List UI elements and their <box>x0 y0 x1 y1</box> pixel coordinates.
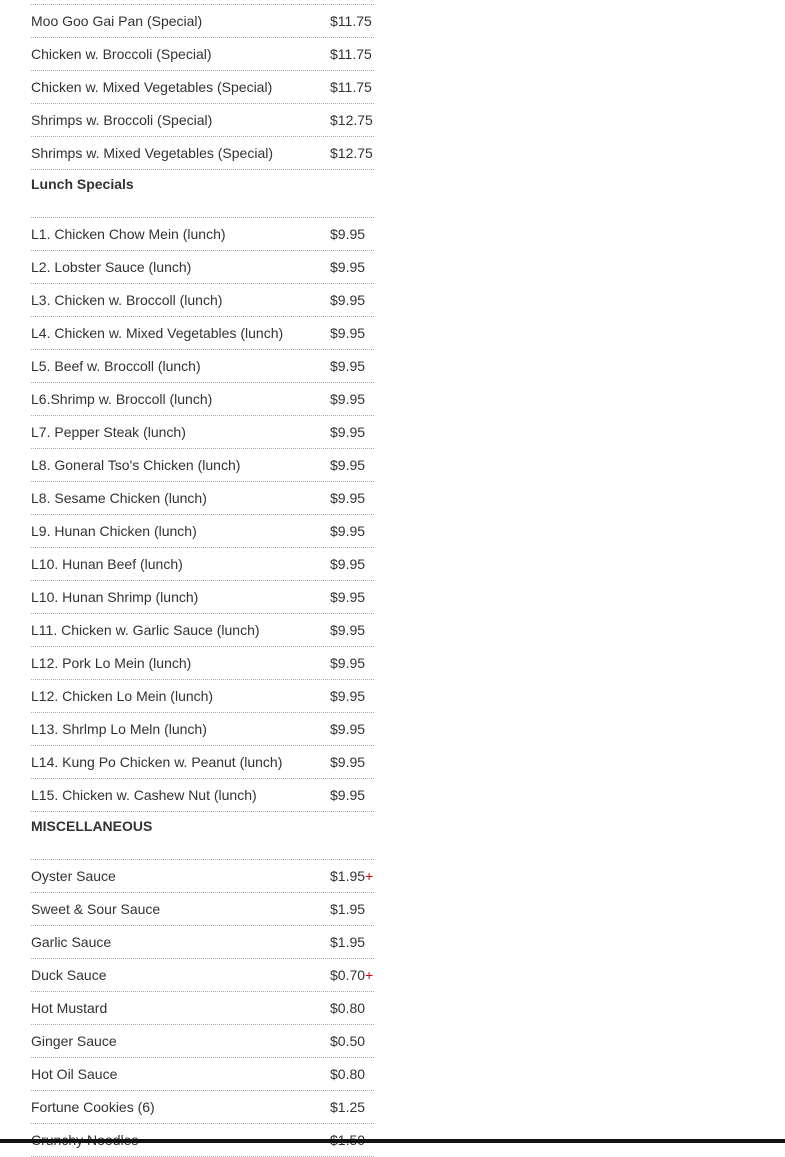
menu-item-price <box>330 358 374 374</box>
menu-item-price-value: $9.95 <box>330 424 366 440</box>
menu-item-row[interactable] <box>31 614 374 647</box>
menu-item-row[interactable] <box>31 416 374 449</box>
menu-item-name[interactable]: L4. Chicken w. Mixed Vegetables (lunch) <box>31 325 284 341</box>
menu-item-price <box>330 424 374 440</box>
menu-item-price-value: $9.95 <box>330 226 366 242</box>
menu-item-price <box>330 721 374 737</box>
menu-item-row[interactable] <box>31 449 374 482</box>
menu-item-price-value: $12.75 <box>330 145 373 161</box>
menu-item-name[interactable]: L13. Shrlmp Lo Meln (lunch) <box>31 721 207 737</box>
misc-title-text: MISCELLANEOUS <box>31 818 153 834</box>
menu-item-row[interactable] <box>31 383 374 416</box>
menu-item-price-value: $9.95 <box>330 358 366 374</box>
menu-item-name[interactable]: L12. Chicken Lo Mein (lunch) <box>31 688 214 704</box>
menu-item-price <box>330 934 374 950</box>
menu-item-name[interactable]: L3. Chicken w. Broccoll (lunch) <box>31 292 223 308</box>
section-title-lunch <box>31 170 374 218</box>
menu-item-name[interactable]: L10. Hunan Shrimp (lunch) <box>31 589 199 605</box>
menu-item-price-value: $9.95 <box>330 787 366 803</box>
menu-item-price <box>330 967 374 983</box>
menu-item-price-value: $9.95 <box>330 721 366 737</box>
menu-item-name[interactable]: Ginger Sauce <box>31 1033 117 1049</box>
bottom-divider-bar <box>0 1139 785 1143</box>
menu-item-price <box>330 556 374 572</box>
menu-item-name[interactable]: L8. Sesame Chicken (lunch) <box>31 490 207 506</box>
menu-item-price-value: $9.95 <box>330 292 366 308</box>
lunch-items-group <box>31 218 374 812</box>
menu-item-price-value: $9.95 <box>330 259 366 275</box>
menu-item-price <box>330 145 374 161</box>
menu-item-name[interactable]: L12. Pork Lo Mein (lunch) <box>31 655 192 671</box>
menu-item-price-value: $11.75 <box>330 79 372 95</box>
menu-item-name[interactable]: L11. Chicken w. Garlic Sauce (lunch) <box>31 622 260 638</box>
menu-item-row[interactable] <box>31 218 374 251</box>
menu-item-row[interactable] <box>31 548 374 581</box>
menu-item-price <box>330 112 374 128</box>
menu-item-price-value: $11.75 <box>330 46 372 62</box>
menu-item-name[interactable]: L14. Kung Po Chicken w. Peanut (lunch) <box>31 754 283 770</box>
menu-item-name[interactable]: Moo Goo Gai Pan (Special) <box>31 13 203 29</box>
menu-item-row[interactable] <box>31 317 374 350</box>
menu-item-name[interactable]: Shrimps w. Mixed Vegetables (Special) <box>31 145 273 161</box>
menu-item-price <box>330 787 374 803</box>
menu-item-name[interactable]: Chicken w. Broccoli (Special) <box>31 46 212 62</box>
menu-item-row[interactable] <box>31 482 374 515</box>
menu-item-price-value: $9.95 <box>330 490 366 506</box>
menu-item-row[interactable] <box>31 104 374 137</box>
menu-item-price-value: $0.50 <box>330 1033 366 1049</box>
menu-item-price-value: $9.95 <box>330 655 366 671</box>
menu-item-price-value: $9.95 <box>330 523 366 539</box>
menu-item-price-value: $1.95 <box>330 901 366 917</box>
menu-item-price-value: $1.95 <box>330 868 366 884</box>
menu-item-price <box>330 901 374 917</box>
menu-item-name[interactable]: L15. Chicken w. Cashew Nut (lunch) <box>31 787 257 803</box>
menu-item-row[interactable] <box>31 1025 374 1058</box>
menu-item-price <box>330 1099 374 1115</box>
menu-item-row[interactable] <box>31 926 374 959</box>
menu-item-price <box>330 1033 374 1049</box>
menu-item-name[interactable]: Chicken w. Mixed Vegetables (Special) <box>31 79 273 95</box>
menu-item-row[interactable] <box>31 713 374 746</box>
menu-item-name[interactable]: Oyster Sauce <box>31 868 116 884</box>
menu-item-price <box>330 1066 374 1082</box>
menu-list <box>31 4 374 1157</box>
menu-item-row[interactable] <box>31 251 374 284</box>
menu-item-row[interactable] <box>31 860 374 893</box>
menu-item-price-value: $11.75 <box>330 13 372 29</box>
misc-items-group <box>31 860 374 1157</box>
menu-item-name[interactable]: L5. Beef w. Broccoll (lunch) <box>31 358 201 374</box>
menu-item-price-value: $9.95 <box>330 556 366 572</box>
menu-item-price <box>330 490 374 506</box>
menu-item-row[interactable] <box>31 515 374 548</box>
menu-item-price <box>330 1000 374 1016</box>
menu-item-row[interactable] <box>31 350 374 383</box>
menu-item-row[interactable] <box>31 284 374 317</box>
menu-item-price <box>330 391 374 407</box>
menu-item-name[interactable]: L7. Pepper Steak (lunch) <box>31 424 186 440</box>
menu-item-price-value: $9.95 <box>330 754 366 770</box>
menu-item-row[interactable] <box>31 38 374 71</box>
menu-item-row[interactable] <box>31 680 374 713</box>
menu-item-price-value: $9.95 <box>330 325 366 341</box>
menu-item-name[interactable]: Sweet & Sour Sauce <box>31 901 161 917</box>
menu-item-row[interactable] <box>31 746 374 779</box>
menu-item-name[interactable]: Garlic Sauce <box>31 934 112 950</box>
menu-item-price <box>330 655 374 671</box>
menu-item-price <box>330 46 374 62</box>
menu-item-price <box>330 325 374 341</box>
menu-item-name[interactable]: Duck Sauce <box>31 967 107 983</box>
menu-item-price <box>330 13 374 29</box>
menu-item-row[interactable] <box>31 5 374 38</box>
menu-item-row[interactable] <box>31 959 374 992</box>
menu-item-price <box>330 292 374 308</box>
menu-item-row[interactable] <box>31 992 374 1025</box>
menu-item-row[interactable] <box>31 71 374 104</box>
menu-item-row[interactable] <box>31 893 374 926</box>
menu-item-name[interactable]: Hot Oil Sauce <box>31 1066 118 1082</box>
menu-item-price-value: $9.95 <box>330 391 366 407</box>
menu-item-name[interactable]: L8. Goneral Tso's Chicken (lunch) <box>31 457 241 473</box>
menu-item-price <box>330 589 374 605</box>
menu-item-price-value: $9.95 <box>330 688 366 704</box>
menu-item-price-value: $9.95 <box>330 589 366 605</box>
lunch-title-text: Lunch Specials <box>31 176 134 192</box>
menu-item-name[interactable]: L1. Chicken Chow Mein (lunch) <box>31 226 226 242</box>
menu-item-name[interactable]: Hot Mustard <box>31 1000 108 1016</box>
menu-item-price <box>330 523 374 539</box>
menu-item-price-value: $0.70 <box>330 967 366 983</box>
menu-item-name[interactable]: L6.Shrimp w. Broccoll (lunch) <box>31 391 213 407</box>
menu-item-price-value: $0.80 <box>330 1066 366 1082</box>
menu-item-price-value: $1.95 <box>330 934 366 950</box>
menu-item-price <box>330 754 374 770</box>
menu-item-price <box>330 622 374 638</box>
menu-item-name[interactable]: L2. Lobster Sauce (lunch) <box>31 259 192 275</box>
menu-item-price <box>330 868 374 884</box>
menu-item-name[interactable]: Shrimps w. Broccoli (Special) <box>31 112 213 128</box>
menu-item-price <box>330 457 374 473</box>
menu-item-price-value: $0.80 <box>330 1000 366 1016</box>
menu-item-price-value: $12.75 <box>330 112 373 128</box>
menu-item-row[interactable] <box>31 647 374 680</box>
menu-item-name[interactable]: L9. Hunan Chicken (lunch) <box>31 523 197 539</box>
menu-item-row[interactable] <box>31 1091 374 1124</box>
section-title-misc <box>31 812 374 860</box>
menu-item-price <box>330 688 374 704</box>
menu-item-price <box>330 259 374 275</box>
top-items-group <box>31 5 374 170</box>
menu-item-price <box>330 79 374 95</box>
menu-item-name[interactable]: Fortune Cookies (6) <box>31 1099 155 1115</box>
menu-item-price-value: $1.25 <box>330 1099 366 1115</box>
menu-item-name[interactable]: L10. Hunan Beef (lunch) <box>31 556 183 572</box>
options-plus-icon[interactable]: + <box>365 868 374 884</box>
menu-item-row[interactable] <box>31 581 374 614</box>
menu-item-row[interactable] <box>31 1058 374 1091</box>
menu-item-price-value: $9.95 <box>330 457 366 473</box>
menu-item-price <box>330 226 374 242</box>
options-plus-icon[interactable]: + <box>365 967 374 983</box>
menu-item-price-value: $9.95 <box>330 622 366 638</box>
